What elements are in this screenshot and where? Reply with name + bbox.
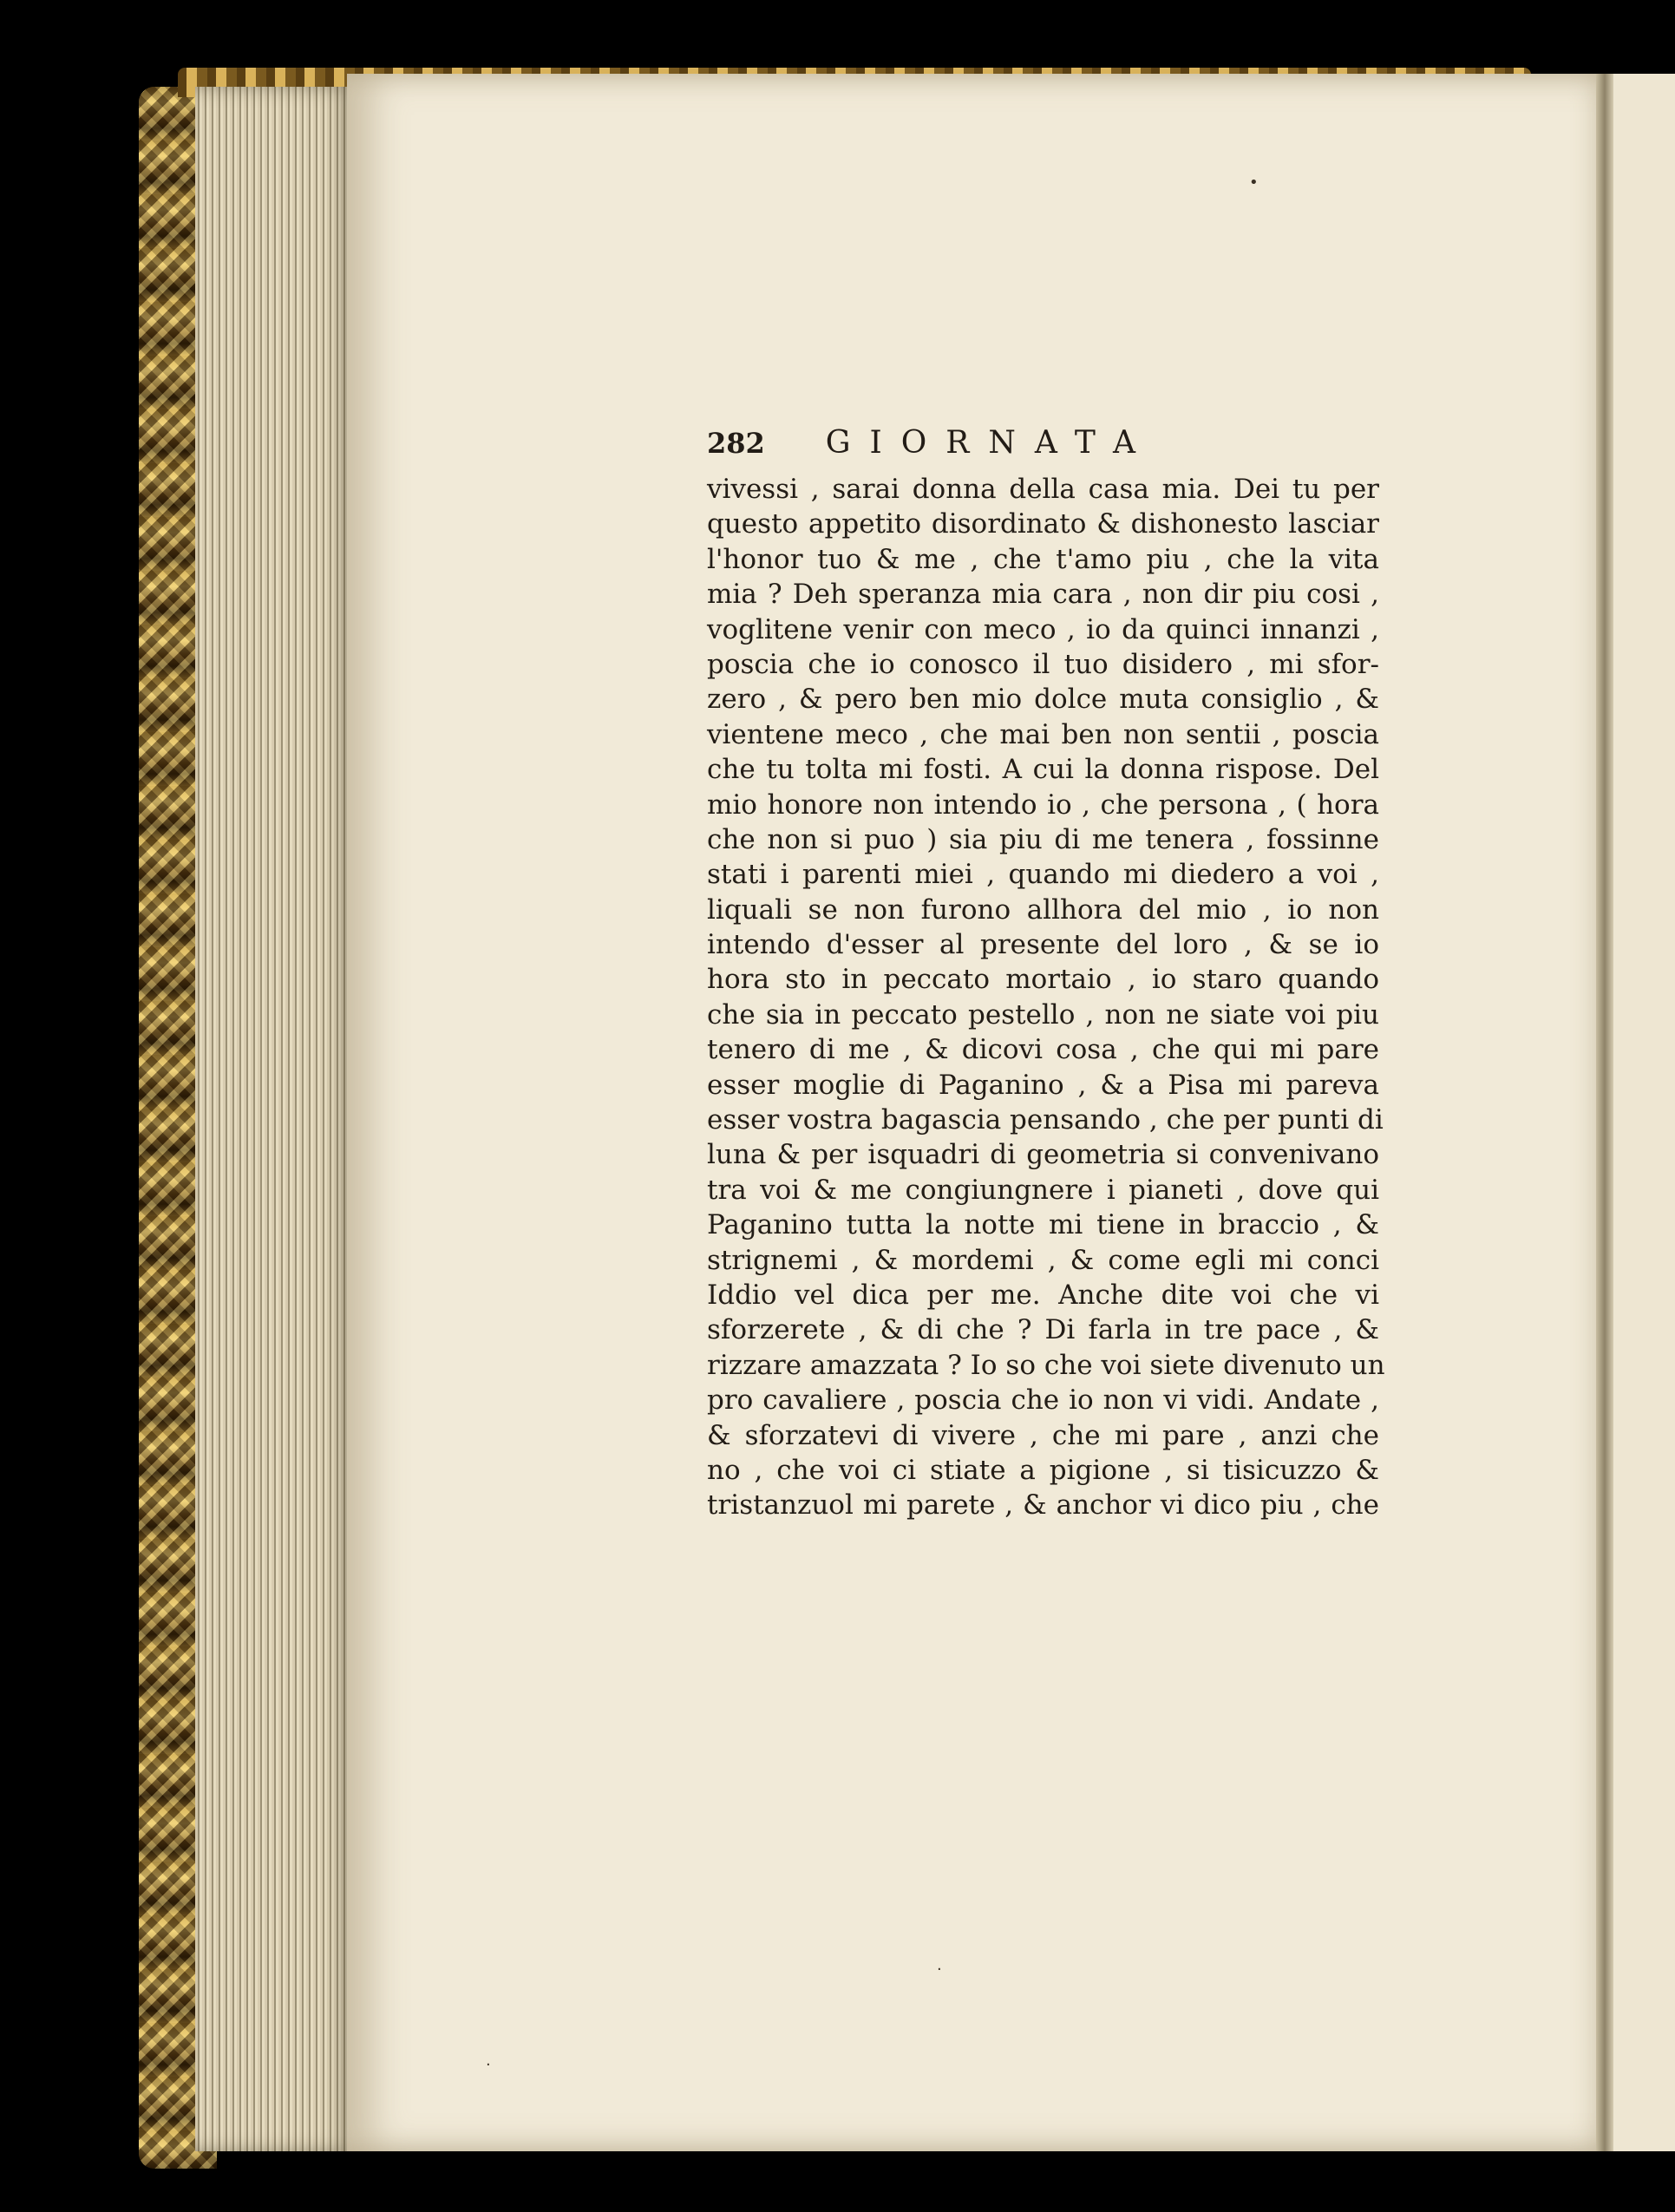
text-line: esser vostra bagascia pensando , che per punti di [707, 1104, 1384, 1136]
page-number: 282 [707, 427, 765, 460]
text-line: mio honore non intendo io , che persona , ( hora [707, 789, 1379, 821]
text-line: sforzerete , & di che ? Di farla in tre pace , & [707, 1314, 1379, 1346]
running-header [707, 425, 1379, 472]
text-line: che non si puo ) sia piu di me tenera , fossinne [707, 823, 1379, 855]
text-line: luna & per isquadri di geometria si convenivano [707, 1139, 1379, 1171]
paper-speck: · [486, 2056, 491, 2074]
text-line: che tu tolta mi fosti. A cui la donna rispose. Del [707, 754, 1379, 786]
text-line: Paganino tutta la notte mi tiene in braccio , & [707, 1209, 1379, 1241]
text-line: zero , & pero ben mio dolce muta consiglio , & [707, 684, 1379, 716]
text-line: strignemi , & mordemi , & come egli mi conci [707, 1244, 1379, 1276]
text-line: rizzare amazzata ? Io so che voi siete divenuto un [707, 1349, 1385, 1381]
text-line: liquali se non furono allhora del mio , io non [707, 893, 1379, 926]
text-line: esser moglie di Paganino , & a Pisa mi pareva [707, 1069, 1379, 1101]
text-line: questo appetito disordinato & dishonesto lasciar [707, 508, 1379, 540]
running-title: GIORNATA [825, 425, 1155, 461]
text-line: pro cavaliere , poscia che io non vi vidi. Andate , [707, 1384, 1379, 1417]
text-line: poscia che io conosco il tuo disidero , mi sfor- [707, 648, 1379, 680]
text-line: tristanzuol mi parete , & anchor vi dico piu , che [707, 1489, 1379, 1522]
paper-speck: · [937, 1960, 942, 1979]
text-line: hora sto in peccato mortaio , io staro quando [707, 964, 1379, 996]
text-line: che sia in peccato pestello , non ne siate voi piu [707, 998, 1379, 1031]
text-line: intendo d'esser al presente del loro , & se io [707, 929, 1379, 961]
text-line: vivessi , sarai donna della casa mia. Dei tu per [707, 474, 1379, 505]
text-line: no , che voi ci stiate a pigione , si tisicuzzo & [707, 1454, 1379, 1486]
page-gutter [1596, 74, 1613, 2151]
paper-speck: • [1249, 173, 1259, 192]
text-line: vientene meco , che mai ben non sentii , poscia [707, 718, 1379, 750]
body-text [707, 472, 1385, 1523]
text-line: Iddio vel dica per me. Anche dite voi che vi [707, 1279, 1379, 1311]
text-block [707, 425, 1385, 1523]
text-line: voglitene venir con meco , io da quinci innanzi , [707, 613, 1379, 645]
text-line: l'honor tuo & me , che t'amo piu , che la vita [707, 543, 1379, 575]
facing-page [1613, 74, 1675, 2151]
text-line: tra voi & me congiungnere i pianeti , dove qui [707, 1174, 1379, 1206]
text-line: & sforzatevi di vivere , che mi pare , anzi che [707, 1419, 1379, 1451]
text-line: stati i parenti miei , quando mi diedero a voi , [707, 859, 1379, 891]
text-line: mia ? Deh speranza mia cara , non dir piu cosi , [707, 579, 1379, 611]
text-line: tenero di me , & dicovi cosa , che qui mi pare [707, 1034, 1379, 1066]
page-edges [195, 87, 356, 2151]
